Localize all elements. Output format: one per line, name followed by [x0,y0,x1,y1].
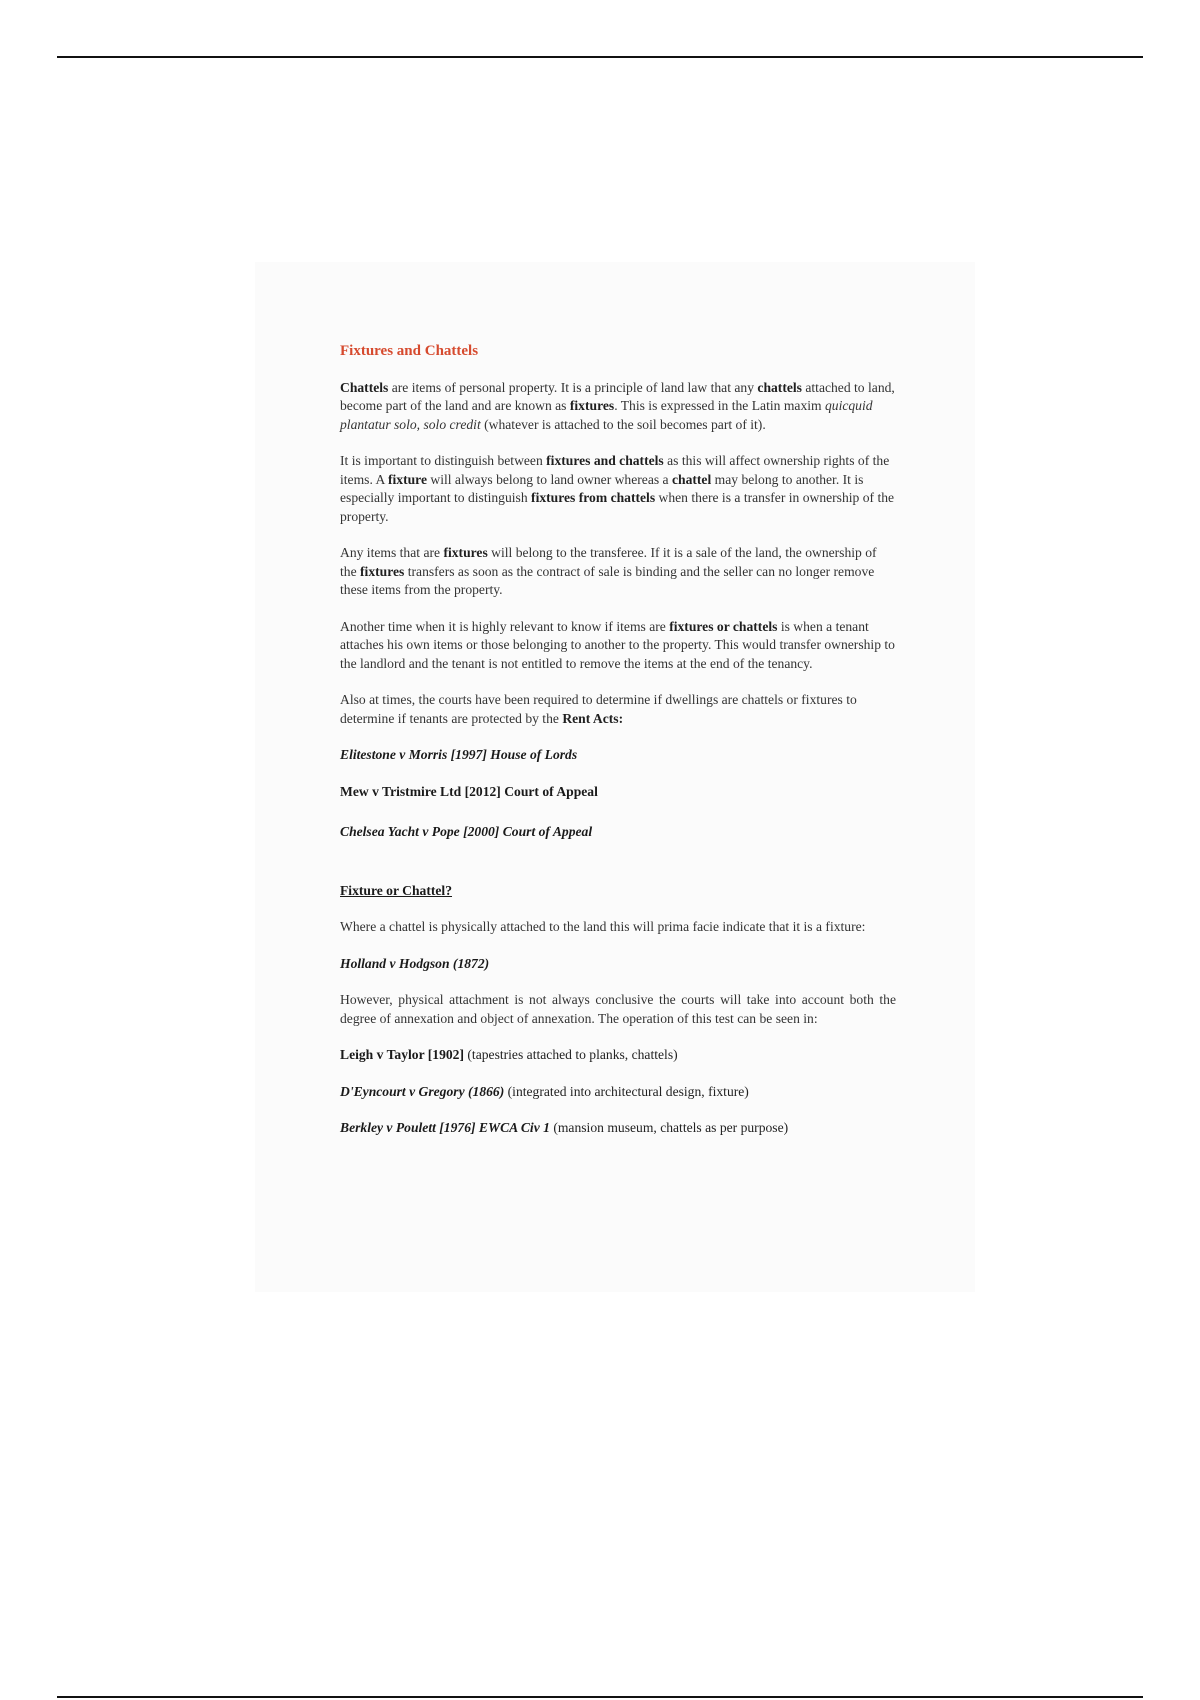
bottom-rule [57,1696,1143,1698]
section-heading-fixture-or-chattel: Fixture or Chattel? [340,882,453,898]
top-rule [57,56,1143,58]
paragraph-distinguish: It is important to distinguish between fixtures and chattels as this will affect ownership rights of the items. A fixture will always belong to land owner whereas a chattel may belong to another. It is especially important to distinguish fixtures from chattels when there is a transfer in ownership of the property. [340,453,895,524]
paragraph-annexation-test: However, physical attachment is not always conclusive the courts will take into account both the degree of annexation and object of annexation. The operation of this test can be seen in: [340,992,896,1026]
case-holland: Holland v Hodgson (1872) [340,955,490,971]
paragraph-rent-acts: Also at times, the courts have been required to determine if dwellings are chattels or fixtures to determine if tenants are protected by the Rent Acts: [340,692,857,726]
paragraph-chattels-definition: Chattels are items of personal property. It is a principle of land law that any chattels attached to land, become part of the land and are known as fixtures. This is expressed in the Latin maxim quicquid plantatur solo, solo credit (whatever is attached to the soil becomes part of it). [340,379,895,432]
document-body [340,342,896,1156]
case-deyncourt: D'Eyncourt v Gregory (1866) (integrated into architectural design, fixture) [340,1083,749,1099]
case-mew: Mew v Tristmire Ltd [2012] Court of Appeal [340,783,598,799]
case-leigh: Leigh v Taylor [1902] (tapestries attached to planks, chattels) [340,1047,678,1062]
paragraph-tenant: Another time when it is highly relevant to know if items are fixtures or chattels is when a tenant attaches his own items or those belonging to another to the property. This would transfer ownership to the landlord and the tenant is not entitled to remove the items at the end of the tenancy. [340,618,895,671]
document-title: Fixtures and Chattels [340,343,479,359]
paragraph-transferee: Any items that are fixtures will belong to the transferee. If it is a sale of the land, the ownership of the fixtures transfers as soon as the contract of sale is binding and the seller can no longer remove these items from the property. [340,545,877,597]
paragraph-physical-attachment: Where a chattel is physically attached to the land this will prima facie indicate that it is a fixture: [340,919,866,934]
case-berkley: Berkley v Poulett [1976] EWCA Civ 1 (mansion museum, chattels as per purpose) [340,1120,789,1135]
case-elitestone: Elitestone v Morris [1997] House of Lords [340,747,578,762]
case-chelsea-yacht: Chelsea Yacht v Pope [2000] Court of Appeal [340,824,593,839]
